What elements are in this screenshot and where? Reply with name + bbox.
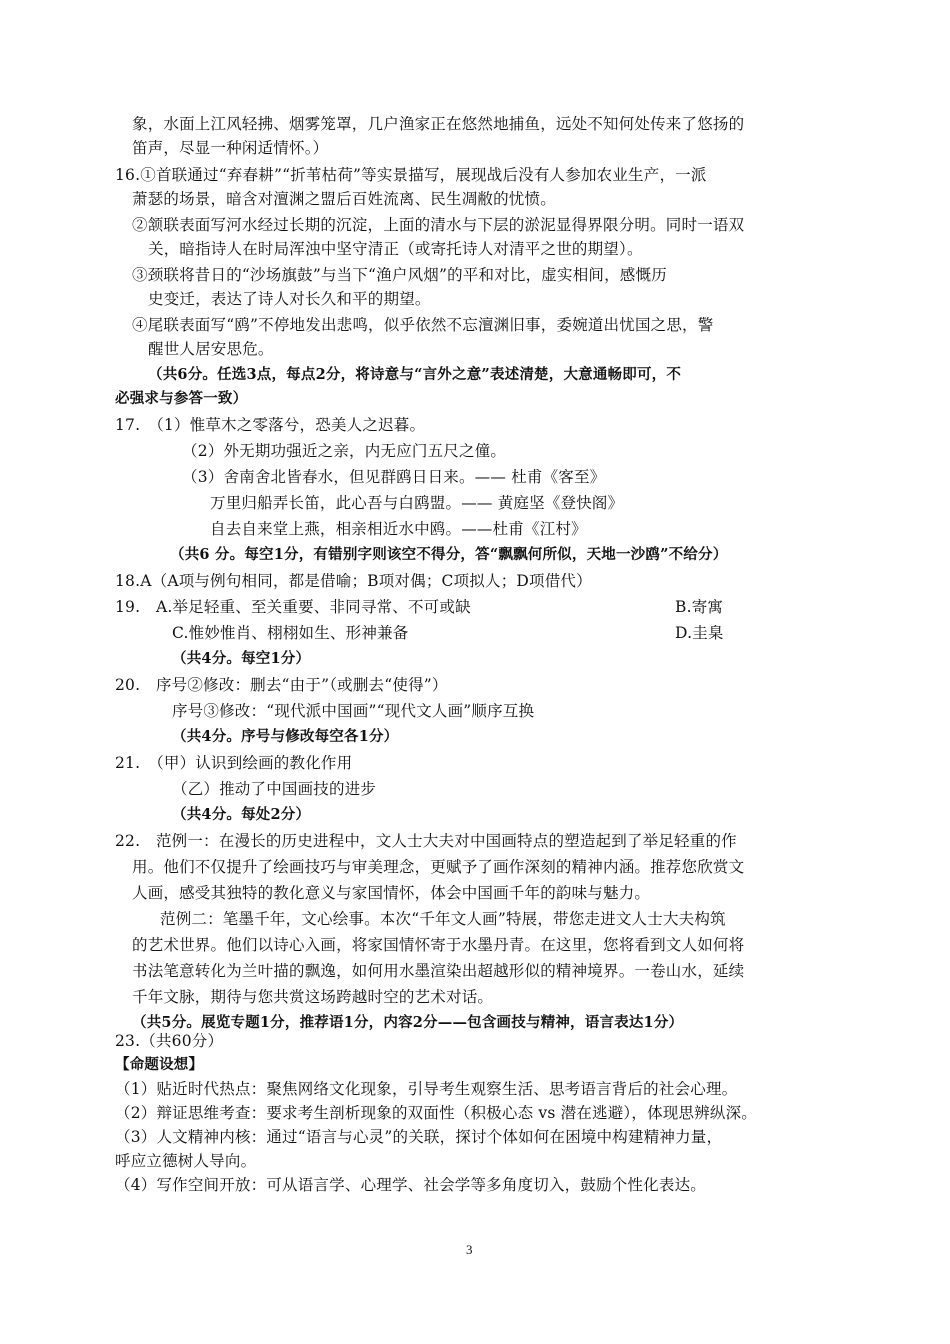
- scoring-note: 必强求与参答一致）: [115, 390, 248, 407]
- scoring-note: （共6分。任选3点，每点2分，将诗意与“言外之意”表述清楚，大意通畅即可，不: [148, 366, 682, 383]
- scoring-note: （共5分。展览专题1分，推荐语1分，内容2分——包含画技与精神，语言表达1分）: [132, 1014, 684, 1031]
- text-line: 呼应立德树人导向。: [115, 1152, 257, 1170]
- q21-line: 21. （甲）认识到绘画的教化作用: [115, 754, 353, 772]
- text-line: 人画，感受其独特的教化意义与家国情怀，体会中国画千年的韵味与魅力。: [132, 884, 651, 902]
- text-line: 序号③修改：“现代派中国画”“现代文人画”顺序互换: [172, 702, 535, 720]
- text-line: ②颔联表面写河水经过长期的沉淀，上面的清水与下层的淤泥显得界限分明。同时一语双: [132, 216, 745, 234]
- text-line: 醒世人居安思危。: [148, 340, 274, 358]
- text-line: （3）舍南舍北皆春水，但见群鸥日日来。—— 杜甫《客至》: [182, 468, 606, 486]
- q19-option-c: C.惟妙惟肖、栩栩如生、形神兼备: [172, 624, 409, 642]
- text-line: 萧瑟的场景，暗含对澶渊之盟后百姓流离、民生凋敝的忧愤。: [132, 190, 556, 208]
- text-line: 范例二：笔墨千年，文心绘事。本次“千年文人画”特展，带您走进文人士大夫构筑: [160, 910, 726, 928]
- text-line: 书法笔意转化为兰叶描的飘逸，如何用水墨渲染出超越形似的精神境界。一卷山水，延续: [132, 962, 745, 980]
- q19-option-d: D.圭臬: [675, 624, 724, 642]
- text-line: 自去自来堂上燕，相亲相近水中鸥。——杜甫《江村》: [210, 520, 587, 538]
- text-line: 用。他们不仅提升了绘画技巧与审美理念，更赋予了画作深刻的精神内涵。推荐您欣赏文: [132, 858, 745, 876]
- q16-line: 16.①首联通过“弃春耕”“折苇枯荷”等实景描写，展现战后没有人参加农业生产，一派: [115, 166, 707, 184]
- scoring-note: （共6 分。每空1分，有错别字则该空不得分，答“飘飘何所似，天地一沙鸥”不给分）: [170, 546, 728, 563]
- q19-option-b: B.寄寓: [675, 598, 724, 616]
- text-line: 象，水面上江风轻拂、烟雾笼罩，几户渔家正在悠然地捕鱼，远处不知何处传来了悠扬的: [132, 115, 745, 133]
- scoring-note: （共4分。每空1分）: [172, 650, 311, 667]
- text-line: 万里归船弄长笛，此心吾与白鸥盟。—— 黄庭坚《登快阁》: [210, 494, 624, 512]
- text-line: （2）辩证思维考查：要求考生剖析现象的双面性（积极心态 vs 潜在逃避），体现思辨纵深。: [115, 1104, 757, 1122]
- scoring-note: （共4分。每处2分）: [172, 806, 311, 823]
- scoring-note: （共4分。序号与修改每空各1分）: [172, 728, 399, 745]
- text-line: （乙）推动了中国画技的进步: [172, 780, 377, 798]
- text-line: 关，暗指诗人在时局浑浊中坚守清正（或寄托诗人对清平之世的期望）。: [148, 240, 643, 258]
- q22-line: 22. 范例一：在漫长的历史进程中，文人士大夫对中国画特点的塑造起到了举足轻重的作: [115, 832, 737, 850]
- text-line: （1）贴近时代热点：聚焦网络文化现象，引导考生观察生活、思考语言背后的社会心理。: [115, 1080, 738, 1098]
- page-number: 3: [466, 1242, 473, 1257]
- text-line: 史变迁，表达了诗人对长久和平的期望。: [148, 290, 431, 308]
- q19-option-a: 19. A.举足轻重、至关重要、非同寻常、不可或缺: [115, 598, 471, 616]
- q20-line: 20. 序号②修改：删去“由于”（或删去“使得”）: [115, 676, 448, 694]
- text-line: （4）写作空间开放：可从语言学、心理学、社会学等多角度切入，鼓励个性化表达。: [115, 1176, 706, 1194]
- text-line: 千年文脉，期待与您共赏这场跨越时空的艺术对话。: [132, 988, 494, 1006]
- q19-row: [115, 596, 815, 618]
- text-line: 的艺术世界。他们以诗心入画，将家国情怀寄于水墨丹青。在这里，您将看到文人如何将: [132, 936, 745, 954]
- q23-line: 23.（共60分）: [115, 1032, 224, 1050]
- section-heading: 【命题设想】: [115, 1056, 204, 1073]
- text-line: （2）外无期功强近之亲，内无应门五尺之僮。: [182, 442, 507, 460]
- text-line: ③颈联将昔日的“沙场旗鼓”与当下“渔户风烟”的平和对比，虚实相间，感慨历: [132, 266, 667, 284]
- text-line: ④尾联表面写“鸥”不停地发出悲鸣，似乎依然不忘澶渊旧事，委婉道出忧国之思，警: [132, 316, 714, 334]
- text-line: （3）人文精神内核：通过“语言与心灵”的关联，探讨个体如何在困境中构建精神力量，: [115, 1128, 723, 1146]
- q17-line: 17. （1）惟草木之零落兮，恐美人之迟暮。: [115, 416, 426, 434]
- text-line: 笛声，尽显一种闲适情怀。）: [132, 139, 329, 157]
- q18-line: 18.A（A项与例句相同，都是借喻；B项对偶；C项拟人；D项借代）: [115, 572, 592, 590]
- q19-row: [172, 622, 822, 644]
